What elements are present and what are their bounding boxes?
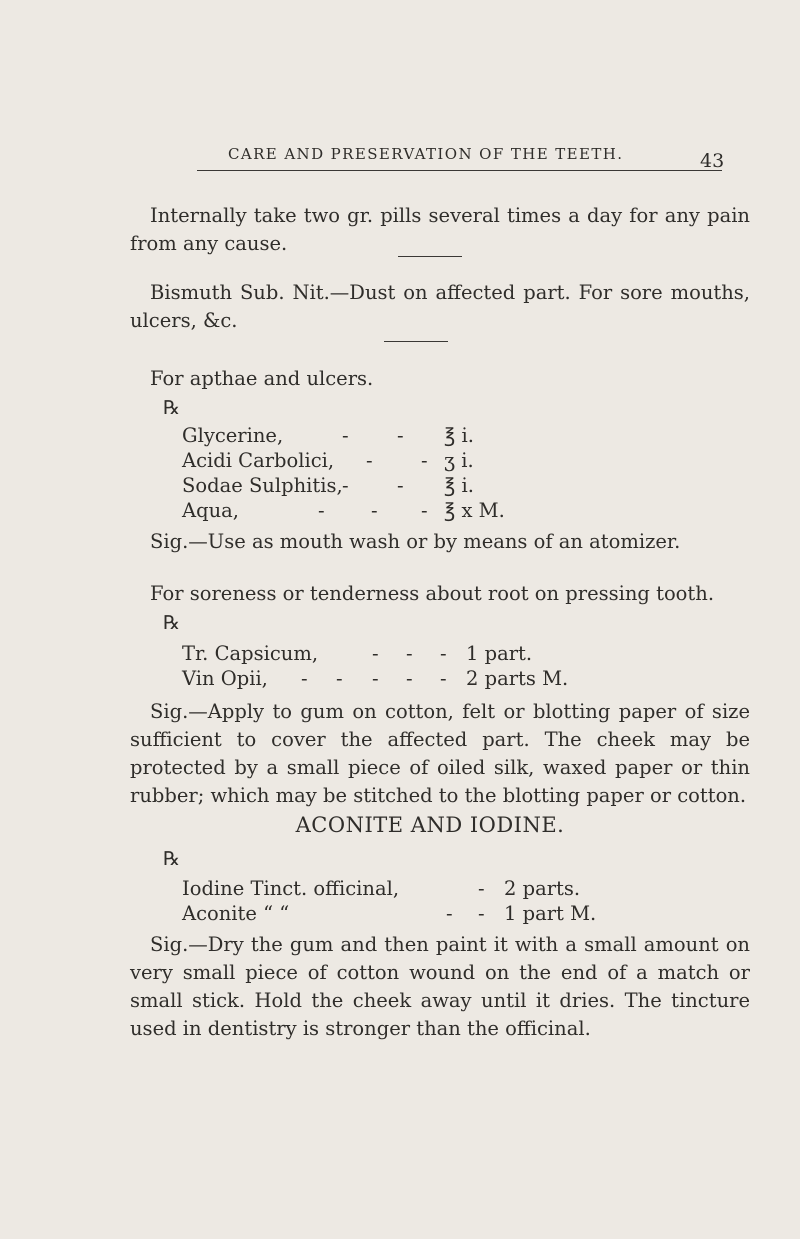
ingredient-quantity: 2 parts. [504, 877, 581, 900]
leader-dash: - [342, 424, 349, 447]
leader-dash: - [372, 642, 379, 665]
ingredient-quantity: ℥ i. [444, 474, 474, 497]
rx-symbol: ℞ [163, 397, 181, 419]
leader-dash: - [397, 424, 404, 447]
ingredient-name: Acidi Carbolici, [182, 449, 335, 472]
rx-symbol: ℞ [163, 848, 181, 870]
leader-dash: - [342, 474, 349, 497]
ingredient-name: Aconite “ “ [182, 902, 290, 925]
ingredient-quantity: 2 parts M. [466, 667, 569, 690]
leader-dash: - [421, 499, 428, 522]
ingredient-quantity: 1 part. [466, 642, 533, 665]
sig-instruction: Sig.—Dry the gum and then paint it with a small amount on very small piece of cotton wound on the end of a match or small stick. Hold the cheek away until it dries. The tincture used in dentistry is stronger than the officinal. [130, 933, 750, 1040]
leader-dash: - [366, 449, 373, 472]
leader-dash: - [371, 499, 378, 522]
leader-dash: - [336, 667, 343, 690]
ingredient-quantity: ℥ x M. [444, 499, 505, 522]
leader-dash: - [301, 667, 308, 690]
leader-dash: - [478, 902, 485, 925]
running-title: CARE AND PRESERVATION OF THE TEETH. [228, 145, 624, 163]
section-heading: ACONITE AND IODINE. [295, 813, 565, 837]
leader-dash: - [446, 902, 453, 925]
leader-dash: - [421, 449, 428, 472]
ingredient-name: Vin Opii, [182, 667, 268, 690]
paragraph-bismuth: Bismuth Sub. Nit.—Dust on affected part. For sore mouths, ulcers, &c. [130, 281, 750, 332]
leader-dash: - [406, 642, 413, 665]
leader-dash: - [478, 877, 485, 900]
ingredient-name: Iodine Tinct. officinal, [182, 877, 400, 900]
ingredient-quantity: ℥ i. [444, 424, 474, 447]
section-divider [398, 256, 462, 257]
leader-dash: - [406, 667, 413, 690]
leader-dash: - [397, 474, 404, 497]
ingredient-name: Tr. Capsicum, [182, 642, 319, 665]
header-rule [197, 170, 722, 171]
ingredient-name: Aqua, [182, 499, 239, 522]
leader-dash: - [372, 667, 379, 690]
section-divider [384, 341, 448, 342]
leader-dash: - [440, 642, 447, 665]
ingredient-quantity: ʒ i. [444, 449, 474, 472]
sig-instruction: Sig.—Use as mouth wash or by means of an atomizer. [150, 530, 681, 553]
ingredient-name: Glycerine, [182, 424, 284, 447]
ingredient-quantity: 1 part M. [504, 902, 597, 925]
leader-dash: - [440, 667, 447, 690]
page-number: 43 [700, 150, 725, 172]
ingredient-name: Sodae Sulphitis, [182, 474, 343, 497]
rx-symbol: ℞ [163, 612, 181, 634]
sig-instruction: Sig.—Apply to gum on cotton, felt or blotting paper of size sufficient to cover the affected part. The cheek may be protected by a small piece of oiled silk, waxed paper or thin rubber; which may be stitched to the blotting paper or cotton. [130, 700, 750, 807]
paragraph-pills: Internally take two gr. pills several times a day for any pain from any cause. [130, 204, 750, 255]
paragraph-apthae: For apthae and ulcers. [150, 367, 374, 390]
leader-dash: - [318, 499, 325, 522]
paragraph-soreness: For soreness or tenderness about root on pressing tooth. [150, 582, 715, 605]
